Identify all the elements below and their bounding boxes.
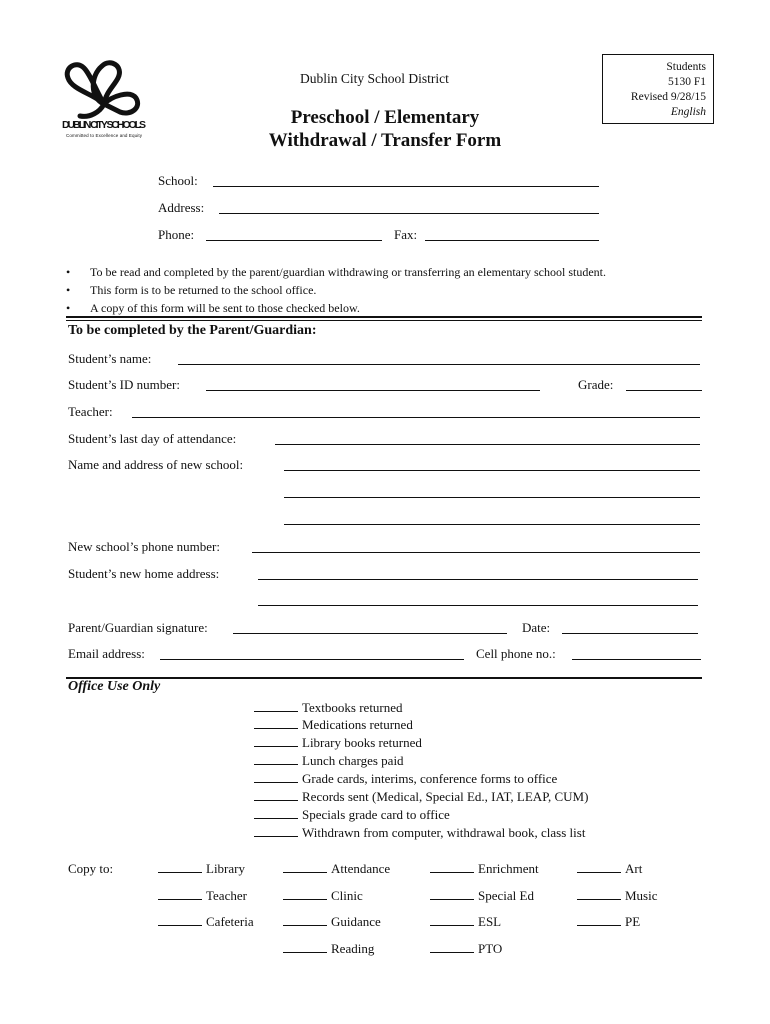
new-school-field-line3[interactable] bbox=[284, 524, 700, 525]
copy-option-special-ed bbox=[430, 888, 534, 904]
copy-option-label: Music bbox=[625, 888, 658, 903]
instruction-item: • This form is to be returned to the school office. bbox=[66, 281, 606, 299]
student-name-label: Student’s name: bbox=[68, 351, 152, 366]
check-blank[interactable] bbox=[158, 914, 202, 926]
district-name: Dublin City School District bbox=[300, 71, 449, 86]
check-blank[interactable] bbox=[254, 789, 298, 801]
phone-label: Phone: bbox=[158, 227, 195, 242]
address-field[interactable] bbox=[219, 213, 599, 214]
copy-option-label: Special Ed bbox=[478, 888, 534, 903]
form-title-line1: Preschool / Elementary bbox=[290, 107, 480, 128]
copy-option-esl bbox=[430, 914, 501, 930]
copy-option-guidance bbox=[283, 914, 381, 930]
policy-category: Students bbox=[666, 61, 706, 73]
copy-option-label: Clinic bbox=[331, 888, 363, 903]
last-day-field[interactable] bbox=[275, 444, 700, 445]
copy-to-label: Copy to: bbox=[68, 861, 114, 876]
school-label: School: bbox=[158, 173, 198, 188]
copy-option-label: Reading bbox=[331, 941, 375, 956]
date-field[interactable] bbox=[562, 633, 698, 634]
check-blank[interactable] bbox=[430, 861, 474, 873]
student-id-label: Student’s ID number: bbox=[68, 377, 180, 392]
office-item-label: Medications returned bbox=[302, 717, 413, 732]
section-divider bbox=[66, 320, 702, 321]
copy-option-label: Attendance bbox=[331, 861, 391, 876]
copy-option-pto bbox=[430, 941, 502, 957]
copy-option-attendance bbox=[283, 861, 390, 877]
copy-option-art bbox=[577, 861, 642, 877]
check-blank[interactable] bbox=[283, 941, 327, 953]
office-item-label: Withdrawn from computer, withdrawal book, class list bbox=[302, 825, 586, 840]
copy-option-label: PTO bbox=[478, 941, 503, 956]
student-id-field[interactable] bbox=[206, 390, 540, 391]
fax-field[interactable] bbox=[425, 240, 599, 241]
copy-option-pe bbox=[577, 914, 640, 930]
check-blank[interactable] bbox=[158, 888, 202, 900]
office-checklist-item bbox=[254, 735, 422, 751]
check-blank[interactable] bbox=[254, 771, 298, 783]
new-home-address-field-line2[interactable] bbox=[258, 605, 698, 606]
teacher-field[interactable] bbox=[132, 417, 700, 418]
office-item-label: Grade cards, interims, conference forms to office bbox=[302, 771, 558, 786]
check-blank[interactable] bbox=[283, 861, 327, 873]
copy-option-reading bbox=[283, 941, 374, 957]
check-blank[interactable] bbox=[577, 914, 621, 926]
school-field[interactable] bbox=[213, 186, 599, 187]
copy-option-label: Enrichment bbox=[478, 861, 539, 876]
section-divider bbox=[66, 677, 702, 679]
check-blank[interactable] bbox=[430, 941, 474, 953]
check-blank[interactable] bbox=[254, 807, 298, 819]
logo-text: DUBLIN CITY SCHOOLS bbox=[62, 119, 146, 131]
student-name-field[interactable] bbox=[178, 364, 700, 365]
office-item-label: Specials grade card to office bbox=[302, 807, 450, 822]
grade-field[interactable] bbox=[626, 390, 702, 391]
signature-field[interactable] bbox=[233, 633, 507, 634]
copy-option-library bbox=[158, 861, 245, 877]
grade-label: Grade: bbox=[578, 377, 614, 392]
office-use-heading: Office Use Only bbox=[68, 679, 161, 694]
copy-option-cafeteria bbox=[158, 914, 254, 930]
new-home-address-label: Student’s new home address: bbox=[68, 566, 220, 581]
copy-option-clinic bbox=[283, 888, 363, 904]
copy-option-teacher bbox=[158, 888, 247, 904]
office-checklist-item bbox=[254, 807, 450, 823]
logo-tagline: Committed to Excellence and Equity bbox=[66, 133, 142, 138]
office-checklist-item bbox=[254, 717, 413, 733]
parent-section-heading: To be completed by the Parent/Guardian: bbox=[68, 323, 317, 338]
office-checklist-item bbox=[254, 825, 585, 841]
check-blank[interactable] bbox=[283, 914, 327, 926]
check-blank[interactable] bbox=[254, 717, 298, 729]
copy-option-label: ESL bbox=[478, 914, 502, 929]
section-divider bbox=[66, 316, 702, 318]
email-field[interactable] bbox=[160, 659, 464, 660]
form-title-line2: Withdrawal / Transfer Form bbox=[268, 130, 502, 151]
new-school-label: Name and address of new school: bbox=[68, 457, 244, 472]
office-checklist-item bbox=[254, 771, 557, 787]
office-checklist-item bbox=[254, 753, 404, 769]
check-blank[interactable] bbox=[254, 700, 298, 712]
check-blank[interactable] bbox=[158, 861, 202, 873]
date-label: Date: bbox=[522, 620, 551, 635]
policy-info-box bbox=[602, 54, 714, 124]
fax-label: Fax: bbox=[394, 227, 418, 242]
copy-option-label: Art bbox=[625, 861, 643, 876]
cell-phone-field[interactable] bbox=[572, 659, 701, 660]
new-school-phone-label: New school’s phone number: bbox=[68, 539, 221, 554]
teacher-label: Teacher: bbox=[68, 404, 113, 419]
copy-option-label: Cafeteria bbox=[206, 914, 254, 929]
phone-field[interactable] bbox=[206, 240, 382, 241]
instruction-item: • A copy of this form will be sent to those checked below. bbox=[66, 299, 606, 317]
office-item-label: Library books returned bbox=[302, 735, 422, 750]
office-item-label: Lunch charges paid bbox=[302, 753, 404, 768]
office-checklist-item bbox=[254, 789, 588, 805]
copy-option-music bbox=[577, 888, 658, 904]
copy-option-enrichment bbox=[430, 861, 539, 877]
check-blank[interactable] bbox=[254, 735, 298, 747]
new-school-field[interactable] bbox=[284, 470, 700, 471]
signature-label: Parent/Guardian signature: bbox=[68, 620, 208, 635]
check-blank[interactable] bbox=[430, 888, 474, 900]
instructions-list bbox=[66, 263, 606, 317]
check-blank[interactable] bbox=[430, 914, 474, 926]
policy-number: 5130 F1 bbox=[667, 76, 706, 88]
email-label: Email address: bbox=[68, 646, 145, 661]
check-blank[interactable] bbox=[254, 753, 298, 765]
copy-option-label: Teacher bbox=[206, 888, 247, 903]
copy-option-label: PE bbox=[625, 914, 641, 929]
check-blank[interactable] bbox=[577, 861, 621, 873]
new-school-field-line2[interactable] bbox=[284, 497, 700, 498]
policy-revised: Revised 9/28/15 bbox=[630, 91, 706, 103]
check-blank[interactable] bbox=[577, 888, 621, 900]
new-school-phone-field[interactable] bbox=[252, 552, 700, 553]
last-day-label: Student’s last day of attendance: bbox=[68, 431, 237, 446]
policy-language: English bbox=[670, 106, 706, 118]
office-item-label: Records sent (Medical, Special Ed., IAT, LEAP, CUM) bbox=[302, 789, 589, 804]
check-blank[interactable] bbox=[254, 825, 298, 837]
copy-option-label: Library bbox=[206, 861, 245, 876]
office-checklist-item bbox=[254, 700, 403, 716]
office-item-label: Textbooks returned bbox=[302, 700, 403, 715]
check-blank[interactable] bbox=[283, 888, 327, 900]
new-home-address-field[interactable] bbox=[258, 579, 698, 580]
cell-phone-label: Cell phone no.: bbox=[476, 646, 556, 661]
copy-option-label: Guidance bbox=[331, 914, 381, 929]
instruction-item: • To be read and completed by the parent/guardian withdrawing or transferring an elementary school student. bbox=[66, 263, 606, 281]
address-label: Address: bbox=[158, 200, 205, 215]
